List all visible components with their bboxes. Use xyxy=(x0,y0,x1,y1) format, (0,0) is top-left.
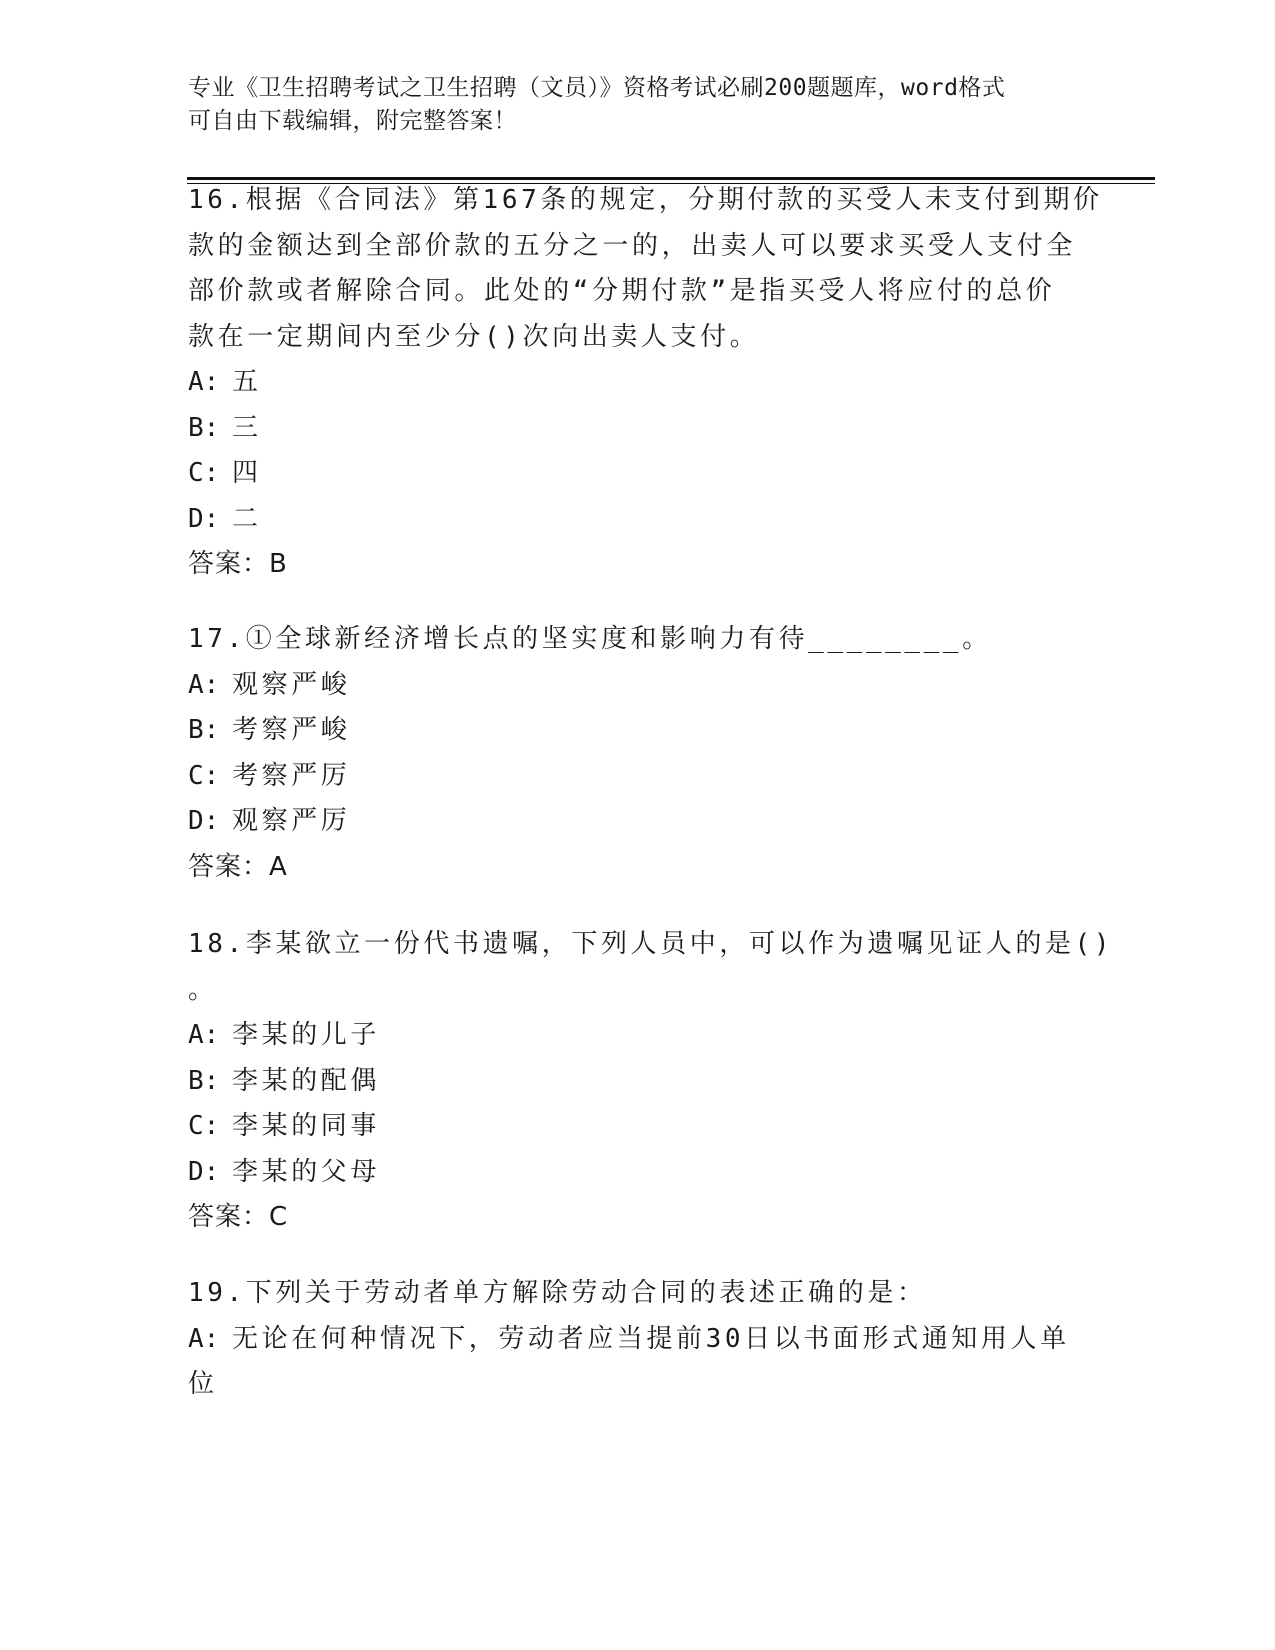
question-stem xyxy=(188,617,1078,663)
option-text: 二 xyxy=(232,503,262,534)
document-header xyxy=(188,72,1068,138)
option-letter: C: xyxy=(188,1111,220,1141)
question-17 xyxy=(188,617,1078,890)
option-text: 三 xyxy=(232,412,262,443)
stem-line: 款在一定期间内至少分()次向出卖人支付。 xyxy=(188,321,760,352)
option-text: 李某的父母 xyxy=(232,1156,381,1187)
answer-label: 答案：A xyxy=(188,851,288,882)
question-stem xyxy=(188,178,1103,360)
stem-line: 款的金额达到全部价款的五分之一的，出卖人可以要求买受人支付全 xyxy=(188,230,1077,261)
option-text: 李某的儿子 xyxy=(232,1020,381,1050)
option-a xyxy=(188,1317,1078,1363)
option-a xyxy=(188,360,1078,406)
stem-line: 。 xyxy=(188,974,218,1005)
option-letter: A: xyxy=(188,367,220,397)
question-16 xyxy=(188,178,1103,588)
option-b xyxy=(188,708,1078,754)
option-d xyxy=(188,799,1078,845)
header-line-2: 可自由下载编辑，附完整答案！ xyxy=(188,108,517,134)
option-c xyxy=(188,754,1078,800)
option-d xyxy=(188,1150,1078,1196)
option-text: 五 xyxy=(232,367,262,397)
option-continuation: 位 xyxy=(188,1369,218,1399)
option-text: 考察严厉 xyxy=(232,760,351,791)
option-letter: D: xyxy=(188,806,220,836)
option-text: 李某的配偶 xyxy=(232,1065,381,1096)
question-stem xyxy=(188,922,1114,1013)
answer-label: 答案：B xyxy=(188,549,288,579)
question-18 xyxy=(188,922,1114,1241)
option-text: 四 xyxy=(232,458,262,488)
stem-line: 部价款或者解除合同。此处的“分期付款”是指买受人将应付的总价 xyxy=(188,276,1056,306)
option-b xyxy=(188,1059,1078,1105)
option-letter: A: xyxy=(188,1323,220,1354)
option-letter: B: xyxy=(188,412,220,443)
option-d xyxy=(188,497,1078,543)
header-line-1: 专业《卫生招聘考试之卫生招聘（文员）》资格考试必刷200题题库，word格式 xyxy=(188,75,1006,101)
option-letter: B: xyxy=(188,715,220,745)
question-19 xyxy=(188,1271,1078,1408)
question-stem xyxy=(188,1271,1078,1317)
option-text: 考察严峻 xyxy=(232,715,351,745)
option-b xyxy=(188,406,1078,452)
option-text: 观察严峻 xyxy=(232,669,351,700)
stem-line: 19.下列关于劳动者单方解除劳动合同的表述正确的是： xyxy=(188,1278,927,1308)
option-a xyxy=(188,1013,1078,1059)
option-c xyxy=(188,1104,1078,1150)
option-a xyxy=(188,663,1078,709)
option-letter: C: xyxy=(188,458,220,488)
option-letter: D: xyxy=(188,503,220,534)
option-c xyxy=(188,451,1078,497)
option-letter: D: xyxy=(188,1156,220,1187)
stem-line: 17.①全球新经济增长点的坚实度和影响力有待________。 xyxy=(188,624,992,654)
option-text: 无论在何种情况下，劳动者应当提前30日以书面形式通知用人单 xyxy=(232,1323,1070,1354)
answer-label: 答案：C xyxy=(188,1202,289,1232)
option-text: 观察严厉 xyxy=(232,806,351,836)
option-text: 李某的同事 xyxy=(232,1111,381,1141)
stem-line: 16.根据《合同法》第167条的规定，分期付款的买受人未支付到期价 xyxy=(188,185,1103,215)
stem-line: 18.李某欲立一份代书遗嘱，下列人员中，可以作为遗嘱见证人的是() xyxy=(188,929,1114,959)
option-letter: A: xyxy=(188,1020,220,1050)
option-letter: A: xyxy=(188,669,220,700)
option-letter: C: xyxy=(188,760,220,791)
option-letter: B: xyxy=(188,1065,220,1096)
